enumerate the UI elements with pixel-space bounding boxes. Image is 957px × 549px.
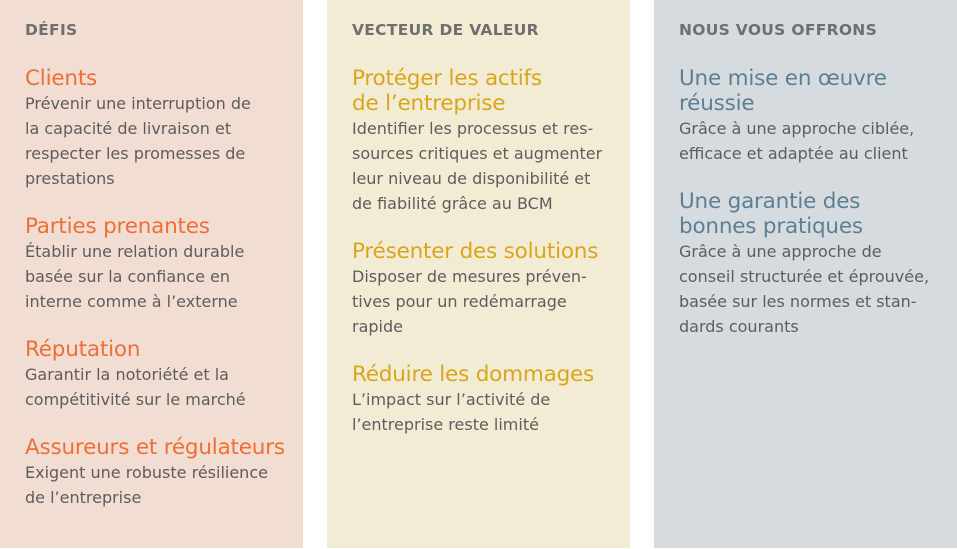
column-header: DÉFIS	[25, 21, 78, 39]
item-text-line: Disposer de mesures préven-	[352, 267, 587, 286]
item-title	[352, 66, 630, 116]
item-text-line: dards courants	[679, 317, 799, 336]
item-text-line: Identifier les processus et res-	[352, 119, 594, 138]
item-title	[25, 337, 303, 362]
item-text-line: efficace et adaptée au client	[679, 144, 908, 163]
value-item-present-solutions	[352, 239, 630, 339]
item-title	[25, 66, 303, 91]
item-text-line: basée sur la confiance en	[25, 267, 231, 286]
item-description	[25, 460, 303, 510]
item-title-line: réussie	[679, 91, 755, 116]
item-text-line: l’entreprise reste limité	[352, 415, 539, 434]
item-description	[25, 91, 303, 191]
item-description	[352, 387, 630, 437]
offer-item-successful-implementation	[679, 66, 957, 166]
item-text-line: conseil structurée et éprouvée,	[679, 267, 930, 286]
item-title-line: Réputation	[25, 337, 141, 362]
item-text-line: leur niveau de disponibilité et	[352, 169, 591, 188]
item-text-line: basée sur les normes et stan-	[679, 292, 917, 311]
item-title-line: Protéger les actifs	[352, 66, 542, 91]
item-text-line: Exigent une robuste résilience	[25, 463, 268, 482]
column-header: VECTEUR DE VALEUR	[352, 21, 539, 39]
item-title-line: Assureurs et régulateurs	[25, 435, 285, 460]
item-text-line: de l’entreprise	[25, 488, 142, 507]
column-value-drivers	[327, 0, 630, 548]
challenge-item-stakeholders	[25, 214, 303, 314]
item-title	[679, 189, 957, 239]
item-title-line: bonnes pratiques	[679, 214, 863, 239]
item-description	[352, 116, 630, 216]
item-title-line: Une mise en œuvre	[679, 66, 887, 91]
item-title	[352, 362, 630, 387]
item-title	[352, 239, 630, 264]
item-title-line: de l’entreprise	[352, 91, 506, 116]
item-description	[679, 116, 957, 166]
item-title	[25, 435, 303, 460]
column-header: NOUS VOUS OFFRONS	[679, 21, 878, 39]
item-description	[679, 239, 957, 339]
challenge-item-reputation	[25, 337, 303, 412]
item-title-line: Réduire les dommages	[352, 362, 595, 387]
item-text-line: de fiabilité grâce au BCM	[352, 194, 553, 213]
column-challenges	[0, 0, 303, 548]
value-item-protect-assets	[352, 66, 630, 216]
item-description	[25, 362, 303, 412]
item-description	[25, 239, 303, 314]
item-text-line: interne comme à l’externe	[25, 292, 238, 311]
item-text-line: prestations	[25, 169, 115, 188]
item-title-line: Parties prenantes	[25, 214, 210, 239]
item-text-line: rapide	[352, 317, 403, 336]
item-text-line: compétitivité sur le marché	[25, 390, 246, 409]
column-offer	[654, 0, 957, 548]
item-text-line: respecter les promesses de	[25, 144, 246, 163]
item-text-line: tives pour un redémarrage	[352, 292, 567, 311]
item-title-line: Une garantie des	[679, 189, 861, 214]
item-title	[25, 214, 303, 239]
item-title-line: Présenter des solutions	[352, 239, 599, 264]
challenge-item-clients	[25, 66, 303, 191]
item-text-line: L’impact sur l’activité de	[352, 390, 551, 409]
item-text-line: Grâce à une approche ciblée,	[679, 119, 915, 138]
item-description	[352, 264, 630, 339]
item-text-line: la capacité de livraison et	[25, 119, 232, 138]
challenge-item-insurers	[25, 435, 303, 510]
item-title-line: Clients	[25, 66, 98, 91]
item-text-line: Grâce à une approche de	[679, 242, 882, 261]
item-text-line: Établir une relation durable	[25, 242, 245, 261]
value-item-reduce-damage	[352, 362, 630, 437]
item-text-line: Prévenir une interruption de	[25, 94, 251, 113]
item-title	[679, 66, 957, 116]
item-text-line: sources critiques et augmenter	[352, 144, 603, 163]
item-text-line: Garantir la notoriété et la	[25, 365, 229, 384]
offer-item-best-practices	[679, 189, 957, 339]
